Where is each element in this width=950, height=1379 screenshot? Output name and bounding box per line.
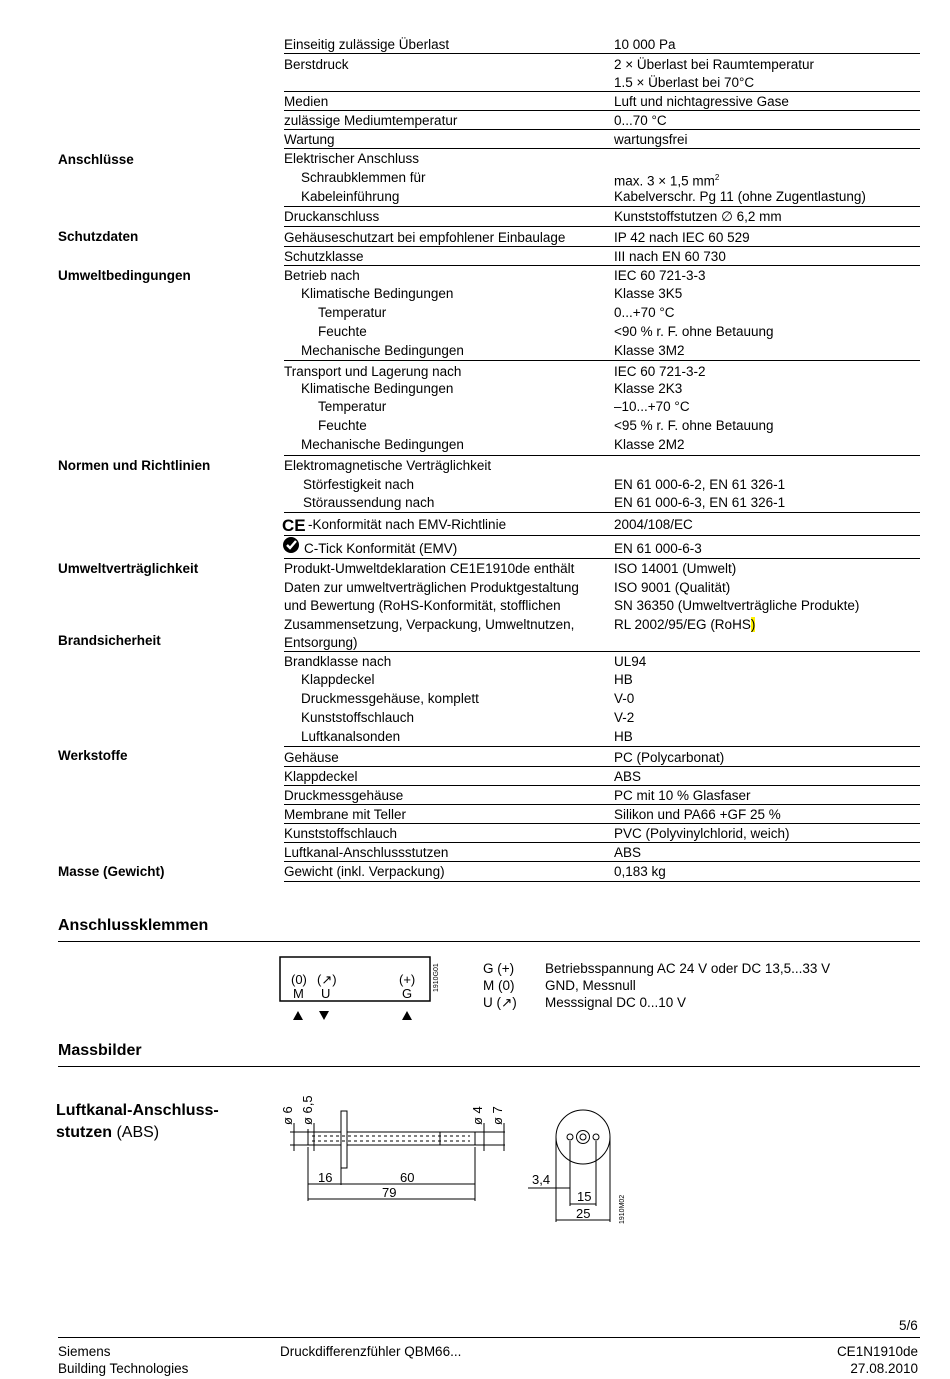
spec-value: 0...+70 °C [614,305,675,320]
spec-value: 0,183 kg [614,864,666,879]
section-anschluesse: Anschlüsse [58,152,134,167]
divider [58,1066,920,1067]
dim-25: 25 [576,1206,591,1221]
dim-16: 16 [318,1170,333,1185]
spec-value: 2 × Überlast bei Raumtemperatur [614,57,814,72]
drawing-code: 1910M02 [619,1194,626,1224]
spec-value: IEC 60 721-3-2 [614,364,706,379]
spec-value: Kabelverschr. Pg 11 (ohne Zugentlastung) [614,189,866,204]
terminal-diagram [270,950,450,1026]
divider [284,746,920,747]
divider [284,881,920,882]
spec-value: SN 36350 (Umweltverträgliche Produkte) [614,598,860,613]
legend-desc: Messsignal DC 0...10 V [545,995,687,1010]
section-werkstoffe: Werkstoffe [58,748,128,763]
footer-division: Building Technologies [58,1361,189,1376]
footer-divider [58,1337,920,1338]
spec-label: Feuchte [318,324,367,339]
spec-label: Mechanische Bedingungen [301,343,464,358]
footer-doc-number: CE1N1910de [836,1344,918,1359]
divider [284,766,920,767]
spec-value: max. 3 × 1,5 $mm^2$ [614,173,720,189]
section-normen: Normen und Richtlinien [58,458,211,473]
spec-value: 2004/108/EC [614,517,693,532]
divider [284,53,920,54]
spec-value: Luft und nichtagressive Gase [614,94,789,109]
spec-label: Zusammensetzung, Verpackung, Umweltnutzen, [284,617,575,632]
spec-label: Kabeleinführung [301,189,400,204]
terminal-m: M [293,986,304,1001]
legend-desc: Betriebsspannung AC 24 V oder DC 13,5...33 V [545,961,831,976]
dim-15: 15 [577,1189,592,1204]
legend-term: U (↗) [483,995,517,1010]
spec-label: und Bewertung (RoHS-Konformität, stofflichen [284,598,561,613]
spec-value: 10 000 Pa [614,37,676,52]
spec-value: EN 61 000-6-2, EN 61 326-1 [614,477,786,492]
spec-value: PC (Polycarbonat) [614,750,725,765]
spec-value: HB [614,729,633,744]
drawing-title: Luftkanal-Anschluss- stutzen (ABS) [56,1102,219,1141]
spec-value: EN 61 000-6-3, EN 61 326-1 [614,495,786,510]
spec-value: wartungsfrei [614,132,688,147]
spec-value: Klasse 2K3 [614,381,683,396]
spec-value: <90 % r. F. ohne Betauung [614,324,774,339]
arrow-up-icon [402,1011,412,1020]
footer-product: Druckdifferenzfühler QBM66... [280,1344,462,1359]
spec-label: Klappdeckel [301,672,375,687]
spec-label: Schutzklasse [284,249,364,264]
divider [284,842,920,843]
spec-value: PC mit 10 % Glasfaser [614,788,751,803]
spec-label: Betrieb nach [284,268,360,283]
spec-label: Störaussendung nach [303,495,435,510]
terminal-g: G [402,986,413,1001]
spec-value: <95 % r. F. ohne Betauung [614,418,774,433]
spec-value: HB [614,672,633,687]
spec-label: Berstdruck [284,57,349,72]
legend-term: G (+) [483,961,515,976]
spec-label: Elektromagnetische Verträglichkeit [284,458,492,473]
divider [284,804,920,805]
spec-label: Luftkanalsonden [301,729,401,744]
spec-label: Wartung [284,132,335,147]
spigot-side-view [270,1085,530,1210]
spec-value: ISO 14001 (Umwelt) [614,561,737,576]
spec-value: Silikon und PA66 +GF 25 % [614,807,781,822]
spec-value: ABS [614,845,642,860]
section-umweltbedingungen: Umweltbedingungen [58,268,191,283]
spec-label: Membrane mit Teller [284,807,407,822]
divider [284,360,920,361]
divider [284,535,920,536]
divider [284,861,920,862]
spec-value: ISO 9001 (Qualität) [614,580,731,595]
spec-value: ABS [614,769,642,784]
section-brandsicherheit: Brandsicherheit [58,633,161,648]
terminal-label-0: (0) [291,972,307,987]
dim-34: 3,4 [532,1172,551,1187]
terminal-label-u: (↗) [317,972,337,987]
spec-label: Klimatische Bedingungen [301,381,454,396]
spec-label: Druckmessgehäuse [284,788,404,803]
arrow-up-icon [293,1011,303,1020]
heading-massbilder: Massbilder [58,1042,142,1059]
diagram-code: 1910G01 [433,963,440,992]
divider [284,148,920,149]
page-number: 5/6 [899,1318,918,1333]
spec-value: 0...70 °C [614,113,667,128]
spec-label: Gehäuseschutzart bei empfohlener Einbaulage [284,230,566,245]
arrow-down-icon [319,1011,329,1020]
spec-label: Elektrischer Anschluss [284,151,420,166]
footer-company: Siemens [58,1344,111,1359]
section-masse: Masse (Gewicht) [58,864,165,879]
spigot-front-view [528,1100,638,1225]
spec-value: IEC 60 721-3-3 [614,268,706,283]
spec-label: Gehäuse [284,750,339,765]
spec-label: Kunststoffschlauch [301,710,415,725]
spec-label: Störfestigkeit nach [303,477,415,492]
divider [284,129,920,130]
spec-label: Temperatur [318,305,387,320]
spec-label: Klappdeckel [284,769,358,784]
legend-term: M (0) [483,978,515,993]
svg-text:CE: CE [282,516,306,534]
dim-d4: ø 4 [470,1106,485,1125]
spec-label: Temperatur [318,399,387,414]
dim-d6: ø 6 [280,1106,295,1125]
spec-label: Transport und Lagerung nach [284,364,462,379]
spec-value: PVC (Polyvinylchlorid, weich) [614,826,790,841]
terminal-label-g: (+) [399,972,416,987]
spec-value: Klasse 3M2 [614,343,685,358]
spec-label: Druckanschluss [284,209,380,224]
spec-label: zulässige Mediumtemperatur [284,113,458,128]
spec-label: Brandklasse nach [284,654,392,669]
divider [58,941,920,942]
section-schutzdaten: Schutzdaten [58,229,139,244]
spec-value: Klasse 3K5 [614,286,683,301]
spec-label: Produkt-Umweltdeklaration CE1E1910de enthält [284,561,575,576]
spec-value: V-0 [614,691,635,706]
section-umweltvertraeglichkeit: Umweltverträglichkeit [58,561,199,576]
divider [284,206,920,207]
divider [284,91,920,92]
spec-label: Entsorgung) [284,635,358,650]
spec-label: Daten zur umweltverträglichen Produktgestaltung [284,580,579,595]
spec-label: -Konformität nach EMV-Richtlinie [308,517,507,532]
divider [284,246,920,247]
spec-label: Einseitig zulässige Überlast [284,37,450,52]
spec-value: Kunststoffstutzen ∅ 6,2 mm [614,209,782,224]
spec-value: Klasse 2M2 [614,437,685,452]
spec-value: –10...+70 °C [614,399,690,414]
spec-value: UL94 [614,654,647,669]
divider [284,651,920,652]
spec-label: Kunststoffschlauch [284,826,398,841]
divider [284,226,920,227]
spec-value: 1.5 × Überlast bei 70°C [614,75,755,90]
footer-date: 27.08.2010 [850,1361,918,1376]
spec-label: Medien [284,94,329,109]
spec-label: Druckmessgehäuse, komplett [301,691,479,706]
spec-label: C-Tick Konformität (EMV) [304,541,458,556]
legend-desc: GND, Messnull [545,978,636,993]
spec-label: Feuchte [318,418,367,433]
spec-label: Schraubklemmen für [301,170,426,185]
spec-value: IP 42 nach IEC 60 529 [614,230,750,245]
divider [284,823,920,824]
divider [284,785,920,786]
ctick-mark-icon [282,536,300,559]
spec-label: Mechanische Bedingungen [301,437,464,452]
dim-d65: ø 6,5 [300,1095,315,1125]
spec-value: III nach EN 60 730 [614,249,726,264]
heading-anschlussklemmen: Anschlussklemmen [58,917,209,934]
divider [284,455,920,456]
divider [284,558,920,559]
spec-value: RL 2002/95/EG (RoHS) [614,617,756,632]
divider [284,110,920,111]
dim-d7: ø 7 [490,1106,505,1125]
dim-79: 79 [382,1185,397,1200]
spec-value: EN 61 000-6-3 [614,541,702,556]
spec-label: Klimatische Bedingungen [301,286,454,301]
terminal-u: U [321,986,331,1001]
divider [284,512,920,513]
spec-value: V-2 [614,710,635,725]
divider [284,265,920,266]
spec-label: Gewicht (inkl. Verpackung) [284,864,445,879]
spec-label: Luftkanal-Anschlussstutzen [284,845,449,860]
dim-60: 60 [400,1170,415,1185]
